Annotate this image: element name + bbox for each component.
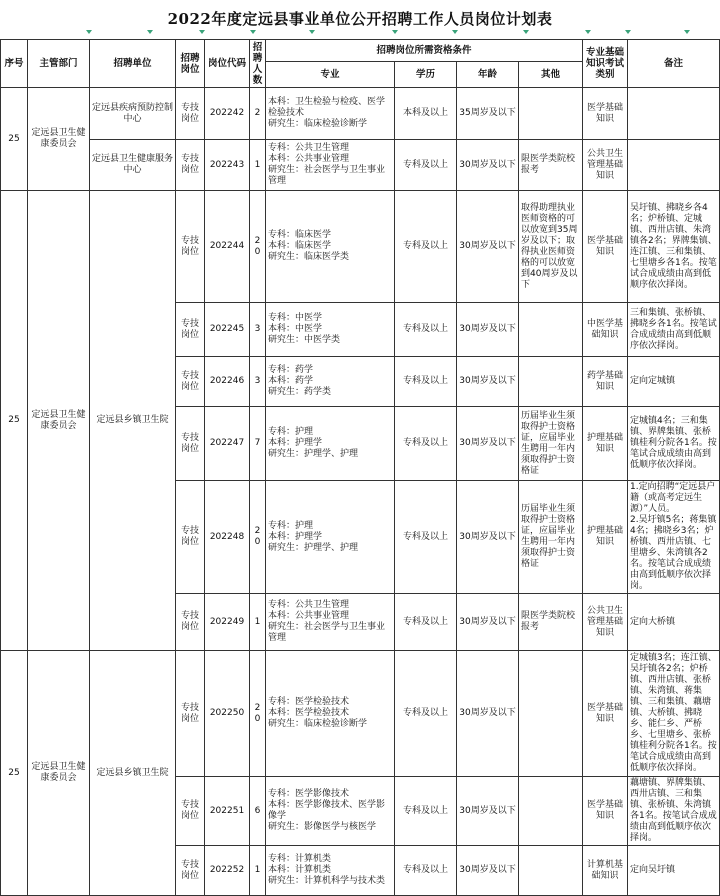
num-cell: 6 bbox=[250, 777, 266, 846]
edu-cell: 本科及以上 bbox=[395, 88, 457, 140]
num-cell: 1 bbox=[250, 140, 266, 191]
age-cell: 30周岁及以下 bbox=[457, 303, 519, 357]
column-marker bbox=[250, 30, 256, 34]
seq-cell: 25 bbox=[1, 651, 28, 896]
num-cell: 7 bbox=[250, 407, 266, 481]
column-marker bbox=[147, 30, 153, 34]
major-cell: 本科：卫生检验与检疫、医学检验技术 研究生：临床检验诊断学 bbox=[266, 88, 395, 140]
note-cell bbox=[628, 140, 720, 191]
header-other: 其他 bbox=[519, 62, 583, 88]
code-cell: 202251 bbox=[205, 777, 250, 846]
header-qualifications: 招聘岗位所需资格条件 bbox=[266, 40, 583, 62]
edu-cell: 专科及以上 bbox=[395, 303, 457, 357]
type-cell: 专技岗位 bbox=[176, 407, 205, 481]
exam-cell: 中医学基础知识 bbox=[583, 303, 628, 357]
column-marker bbox=[392, 30, 398, 34]
edu-cell: 专科及以上 bbox=[395, 191, 457, 303]
table-row bbox=[1, 651, 720, 777]
table-row bbox=[1, 88, 720, 140]
code-cell: 202248 bbox=[205, 481, 250, 594]
age-cell: 30周岁及以下 bbox=[457, 407, 519, 481]
note-cell: 吴圩镇、拂晓乡各4名；炉桥镇、定城镇、西卅店镇、朱湾镇各2名；界牌集镇、连江镇、三和集镇、七里塘乡各1名。按笔试合成成绩由高到低顺序依次择岗。 bbox=[628, 191, 720, 303]
major-cell: 专科：公共卫生管理 本科：公共事业管理 研究生：社会医学与卫生事业管理 bbox=[266, 594, 395, 651]
edu-cell: 专科及以上 bbox=[395, 407, 457, 481]
age-cell: 30周岁及以下 bbox=[457, 651, 519, 777]
code-cell: 202247 bbox=[205, 407, 250, 481]
header-age: 年龄 bbox=[457, 62, 519, 88]
edu-cell: 专科及以上 bbox=[395, 651, 457, 777]
other-cell: 历届毕业生须取得护士资格证，应届毕业生聘用一年内须取得护士资格证 bbox=[519, 407, 583, 481]
age-cell: 30周岁及以下 bbox=[457, 357, 519, 407]
other-cell bbox=[519, 357, 583, 407]
other-cell: 历届毕业生须取得护士资格证，应届毕业生聘用一年内须取得护士资格证 bbox=[519, 481, 583, 594]
other-cell: 限医学类院校报考 bbox=[519, 140, 583, 191]
edu-cell: 专科及以上 bbox=[395, 140, 457, 191]
age-cell: 30周岁及以下 bbox=[457, 140, 519, 191]
exam-cell: 药学基础知识 bbox=[583, 357, 628, 407]
header-num: 招聘人数 bbox=[250, 40, 266, 88]
column-marker bbox=[452, 30, 458, 34]
unit-cell: 定远县卫生健康服务中心 bbox=[90, 140, 176, 191]
header-edu: 学历 bbox=[395, 62, 457, 88]
major-cell: 专科：医学检验技术 本科：医学检验技术 研究生：临床检验诊断学 bbox=[266, 651, 395, 777]
code-cell: 202246 bbox=[205, 357, 250, 407]
code-cell: 202242 bbox=[205, 88, 250, 140]
code-cell: 202250 bbox=[205, 651, 250, 777]
column-marker bbox=[625, 30, 631, 34]
edu-cell: 专科及以上 bbox=[395, 846, 457, 896]
type-cell: 专技岗位 bbox=[176, 594, 205, 651]
num-cell: 2 bbox=[250, 88, 266, 140]
major-cell: 专科：临床医学 本科：临床医学 研究生：临床医学类 bbox=[266, 191, 395, 303]
type-cell: 专技岗位 bbox=[176, 303, 205, 357]
major-cell: 专科：计算机类 本科：计算机类 研究生：计算机科学与技术类 bbox=[266, 846, 395, 896]
exam-cell: 公共卫生管理基础知识 bbox=[583, 594, 628, 651]
age-cell: 30周岁及以下 bbox=[457, 846, 519, 896]
age-cell: 30周岁及以下 bbox=[457, 777, 519, 846]
header-major: 专业 bbox=[266, 62, 395, 88]
note-cell bbox=[628, 88, 720, 140]
major-cell: 专科：药学 本科：药学 研究生：药学类 bbox=[266, 357, 395, 407]
edu-cell: 专科及以上 bbox=[395, 777, 457, 846]
other-cell bbox=[519, 651, 583, 777]
page-title: 2022年度定远县事业单位公开招聘工作人员岗位计划表 bbox=[167, 10, 553, 28]
edu-cell: 专科及以上 bbox=[395, 357, 457, 407]
header-unit: 招聘单位 bbox=[90, 40, 176, 88]
note-cell: 藕塘镇、界牌集镇、西卅店镇、三和集镇、张桥镇、朱湾镇各1名。按笔试合成成绩由高到低顺序依次择岗。 bbox=[628, 777, 720, 846]
header-type: 招聘岗位 bbox=[176, 40, 205, 88]
code-cell: 202252 bbox=[205, 846, 250, 896]
header-dept: 主管部门 bbox=[28, 40, 90, 88]
type-cell: 专技岗位 bbox=[176, 191, 205, 303]
exam-cell: 医学基础知识 bbox=[583, 191, 628, 303]
column-marker bbox=[309, 30, 315, 34]
major-cell: 专科：护理 本科：护理学 研究生：护理学、护理 bbox=[266, 481, 395, 594]
type-cell: 专技岗位 bbox=[176, 651, 205, 777]
type-cell: 专技岗位 bbox=[176, 140, 205, 191]
type-cell: 专技岗位 bbox=[176, 846, 205, 896]
column-marker bbox=[684, 30, 690, 34]
seq-cell: 25 bbox=[1, 191, 28, 651]
note-cell: 三和集镇、张桥镇、拂晓乡各1名。按笔试合成成绩由高到低顺序依次择岗。 bbox=[628, 303, 720, 357]
major-cell: 专科：中医学 本科：中医学 研究生：中医学类 bbox=[266, 303, 395, 357]
recruitment-plan-table bbox=[0, 39, 720, 896]
code-cell: 202245 bbox=[205, 303, 250, 357]
header-note: 备注 bbox=[628, 40, 720, 88]
exam-cell: 护理基础知识 bbox=[583, 407, 628, 481]
other-cell bbox=[519, 777, 583, 846]
code-cell: 202243 bbox=[205, 140, 250, 191]
column-marker bbox=[585, 30, 591, 34]
unit-cell: 定远县乡镇卫生院 bbox=[90, 651, 176, 896]
other-cell bbox=[519, 846, 583, 896]
exam-cell: 医学基础知识 bbox=[583, 651, 628, 777]
dept-cell: 定远县卫生健康委员会 bbox=[28, 651, 90, 896]
edu-cell: 专科及以上 bbox=[395, 594, 457, 651]
age-cell: 35周岁及以下 bbox=[457, 88, 519, 140]
edu-cell: 专科及以上 bbox=[395, 481, 457, 594]
note-cell: 1.定向招聘“定远县户籍（或高考定远生源）”人员。 2.吴圩镇5名；蒋集镇4名；拂晓乡3名；炉桥镇、西卅店镇、七里塘乡、朱湾镇各2名。按笔试合成成绩由高到低顺序依次择岗。 bbox=[628, 481, 720, 594]
header-seq: 序号 bbox=[1, 40, 28, 88]
column-marker bbox=[199, 30, 205, 34]
major-cell: 专科：护理 本科：护理学 研究生：护理学、护理 bbox=[266, 407, 395, 481]
table-row bbox=[1, 191, 720, 303]
column-marker bbox=[86, 30, 92, 34]
type-cell: 专技岗位 bbox=[176, 88, 205, 140]
seq-cell: 25 bbox=[1, 88, 28, 191]
dept-cell: 定远县卫生健康委员会 bbox=[28, 191, 90, 651]
code-cell: 202249 bbox=[205, 594, 250, 651]
table-row bbox=[1, 140, 720, 191]
exam-cell: 护理基础知识 bbox=[583, 481, 628, 594]
note-cell: 定城镇4名；三和集镇、界牌集镇、张桥镇桂利分院各1名。按笔试合成成绩由高到低顺序依次择岗。 bbox=[628, 407, 720, 481]
column-markers bbox=[0, 30, 720, 38]
unit-cell: 定远县乡镇卫生院 bbox=[90, 191, 176, 651]
exam-cell: 医学基础知识 bbox=[583, 777, 628, 846]
note-cell: 定向定城镇 bbox=[628, 357, 720, 407]
age-cell: 30周岁及以下 bbox=[457, 594, 519, 651]
num-cell: 20 bbox=[250, 191, 266, 303]
other-cell bbox=[519, 303, 583, 357]
num-cell: 3 bbox=[250, 303, 266, 357]
note-cell: 定向大桥镇 bbox=[628, 594, 720, 651]
dept-cell: 定远县卫生健康委员会 bbox=[28, 88, 90, 191]
num-cell: 1 bbox=[250, 846, 266, 896]
header-code: 岗位代码 bbox=[205, 40, 250, 88]
header-exam: 专业基础知识考试类别 bbox=[583, 40, 628, 88]
exam-cell: 计算机基础知识 bbox=[583, 846, 628, 896]
note-cell: 定城镇3名；连江镇、吴圩镇各2名；炉桥镇、西卅店镇、张桥镇、朱湾镇、蒋集镇、三和集镇、藕塘镇、大桥镇、拂晓乡、能仁乡、严桥乡、七里塘乡、张桥镇桂利分院各1名。按笔试合成成绩由高到低顺序依次择岗。 bbox=[628, 651, 720, 777]
unit-cell: 定远县疾病预防控制中心 bbox=[90, 88, 176, 140]
code-cell: 202244 bbox=[205, 191, 250, 303]
num-cell: 20 bbox=[250, 651, 266, 777]
num-cell: 3 bbox=[250, 357, 266, 407]
exam-cell: 公共卫生管理基础知识 bbox=[583, 140, 628, 191]
age-cell: 30周岁及以下 bbox=[457, 481, 519, 594]
exam-cell: 医学基础知识 bbox=[583, 88, 628, 140]
column-marker bbox=[523, 30, 529, 34]
note-cell: 定向吴圩镇 bbox=[628, 846, 720, 896]
major-cell: 专科：公共卫生管理 本科：公共事业管理 研究生：社会医学与卫生事业管理 bbox=[266, 140, 395, 191]
other-cell bbox=[519, 88, 583, 140]
other-cell: 限医学类院校报考 bbox=[519, 594, 583, 651]
major-cell: 专科：医学影像技术 本科：医学影像技术、医学影像学 研究生：影像医学与核医学 bbox=[266, 777, 395, 846]
type-cell: 专技岗位 bbox=[176, 777, 205, 846]
num-cell: 1 bbox=[250, 594, 266, 651]
num-cell: 20 bbox=[250, 481, 266, 594]
age-cell: 30周岁及以下 bbox=[457, 191, 519, 303]
other-cell: 取得助理执业医师资格的可以放宽到35周岁及以下；取得执业医师资格的可以放宽到40周岁及以下 bbox=[519, 191, 583, 303]
type-cell: 专技岗位 bbox=[176, 481, 205, 594]
type-cell: 专技岗位 bbox=[176, 357, 205, 407]
